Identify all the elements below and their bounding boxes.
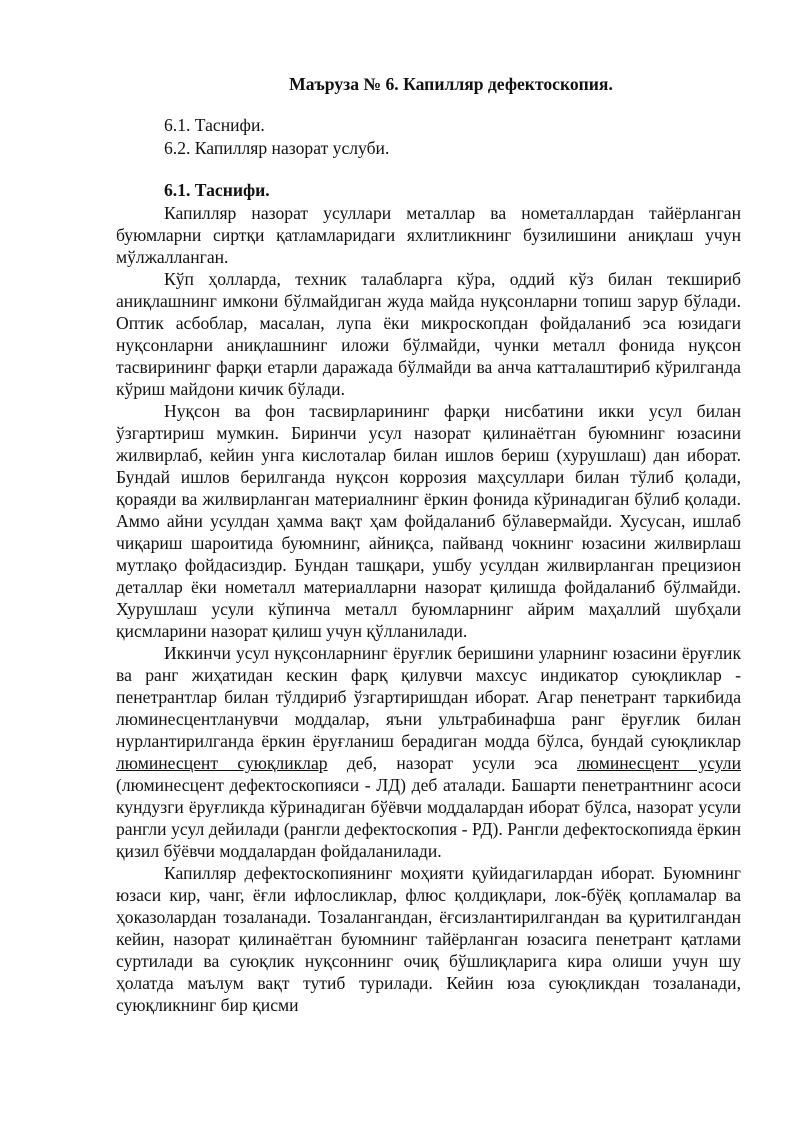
page-title: Маъруза № 6. Капилляр дефектоскопия. [289, 74, 613, 94]
table-of-contents [164, 114, 741, 160]
toc-item: 6.1. Таснифи. [164, 115, 265, 135]
paragraph [116, 642, 741, 862]
paragraph: Кўп ҳолларда, техник талабларга кўра, оддий кўз билан текшириб аниқлашнинг имкони бўлмайдиган жуда майда нуқсонларни топиш зарур бўлади. Оптик асбоблар, масалан, лупа ёки микроскопдан фойдаланиб эса юзидаги нуқсонларни аниқлашнинг иложи бўлмайди, чунки металл фонида нуқсон тасвирининг фарқи етарли даражада бўлмайди ва анча катталаштириб кўрилганда кўриш майдони кичик бўлади. [116, 269, 741, 399]
underlined-term: люминесцент суюқликлар [116, 753, 328, 773]
paragraph-text: (люминесцент дефектоскопияси - ЛД) деб аталади. Башарти пенетрантнинг асоси кундузги ёруғликда кўринадиган бўёвчи моддалардан иборат бўлса, назорат усули рангли усул дейилади (рангли дефектоскопия - РД). Рангли дефектоскопияда ёркин қизил бўёвчи моддалардан фойдаланилади. [116, 775, 741, 861]
paragraph-text: деб, назорат усули эса [327, 753, 578, 773]
paragraph: Капилляр назорат усуллари металлар ва нометаллардан тайёрланган буюмларни сиртқи қатламларидаги яхлитликнинг бузилишини аниқлаш учун мўлжалланган. [116, 203, 741, 267]
section-heading: 6.1. Таснифи. [164, 180, 270, 200]
document-body [116, 73, 741, 1016]
paragraph: Капилляр дефектоскопиянинг моҳияти қуйидагилардан иборат. Буюмнинг юзаси кир, чанг, ёғли ифлосликлар, флюс қолдиқлари, лок-бўёқ қопламалар ва ҳоказолардан тозаланади. Тозалангандан, ёғсизлантирилгандан ва қуритилгандан кейин, назорат қилинаётган буюмнинг тайёрланган юзасига пенетрант қатлами суртилади ва суюқлик нуқсоннинг очиқ бўшлиқларига кира олиши учун шу ҳолатда маълум вақт тутиб турилади. Кейин юза суюқликдан тозаланади, суюқликнинг бир қисми [116, 863, 741, 1015]
paragraph: Нуқсон ва фон тасвирларининг фарқи нисбатини икки усул билан ўзгартириш мумкин. Биринчи усул назорат қилинаётган буюмнинг юзасини жилвирлаб, кейин унга кислоталар билан ишлов бериш (хурушлаш) дан иборат. Бундай ишлов берилганда нуқсон коррозия маҳсуллари билан тўлиб қолади, қораяди ва жилвирланган материалнинг ёркин фонида кўринадиган бўлиб қолади. Аммо айни усулдан ҳамма вақт ҳам фойдаланиб бўлавермайди. Хусусан, ишлаб чиқариш шароитида буюмнинг, айниқса, пайванд чокнинг юзасини жилвирлаш мутлақо фойдасиздир. Бундан ташқари, ушбу усулдан жилвирланган прецизион деталлар ёки нометалл материалларни назорат қилишда фойдаланиб бўлмайди. Хурушлаш усули кўпинча металл буюмларнинг айрим маҳаллий шубҳали қисмларини назорат қилиш учун қўлланилади. [116, 401, 741, 641]
toc-item: 6.2. Капилляр назорат услуби. [164, 138, 390, 158]
underlined-term: люминесцент усули [577, 753, 741, 773]
paragraph-text: Иккинчи усул нуқсонларнинг ёруғлик беришини уларнинг юзасини ёруғлик ва ранг жиҳатидан кескин фарқ қилувчи махсус индикатор суюқликлар - пенетрантлар билан тўлдириб ўзгартиришдан иборат. Агар пенетрант таркибида люминесцентланувчи моддалар, яъни ультрабинафша ранг ёруғлик билан нурлантирилганда ёркин ёруғланиш берадиган модда бўлса, бундай суюқликлар [116, 643, 741, 751]
